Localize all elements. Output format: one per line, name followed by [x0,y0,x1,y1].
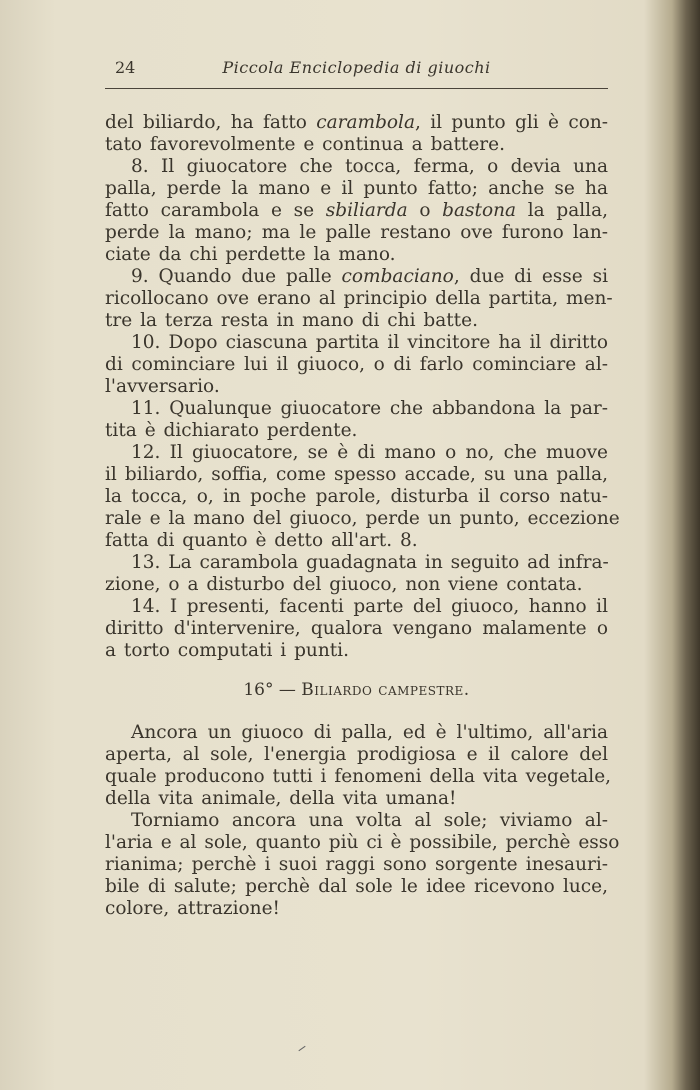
text-segment: rale e la mano del giuoco, perde un punto, eccezione [105,508,620,529]
body-text-section [105,722,620,920]
italic-term: carambola [316,112,415,133]
text-segment: la palla, [516,200,608,221]
text-segment: il biliardo, soffia, come spesso accade, su una palla, [105,464,608,485]
text-segment: a torto computati i punti. [105,640,349,661]
text-line [105,266,608,288]
text-segment: ricollocano ove erano al principio della partita, men- [105,288,613,309]
text-segment: 14. I presenti, facenti parte del giuoco, hanno il [131,596,608,617]
text-segment: tita è dichiarato perdente. [105,420,358,441]
text-segment: 8. Il giuocatore che tocca, ferma, o devia una [131,156,608,177]
text-segment: ciate da chi perdette la mano. [105,244,396,265]
text-line [105,200,608,222]
text-segment: tre la terza resta in mano di chi batte. [105,310,478,331]
pencil-mark [298,1046,305,1051]
section-heading [105,680,608,700]
body-text-rules [105,112,620,662]
text-segment: perde la mano; ma le palle restano ove furono lan- [105,222,608,243]
text-line [105,810,608,832]
text-segment: l'aria e al sole, quanto più ci è possibile, perchè esso [105,832,620,853]
text-segment: 9. Quando due palle [131,266,342,287]
text-segment: 10. Dopo ciascuna partita il vincitore ha il diritto [131,332,608,353]
text-segment: Torniamo ancora una volta al sole; viviamo al- [131,810,608,831]
text-line [105,310,608,332]
text-segment: diritto d'intervenire, qualora vengano malamente o [105,618,608,639]
running-title: Piccola Enciclopedia di giuochi [222,58,491,77]
section-title: Biliardo campestre. [301,680,470,700]
text-line [105,420,608,442]
text-line [105,222,608,244]
text-line [105,898,608,920]
text-segment: palla, perde la mano e il punto fatto; anche se ha [105,178,608,199]
text-line [105,832,620,854]
text-segment: 11. Qualunque giuocatore che abbandona la par- [131,398,608,419]
text-segment: la tocca, o, in poche parole, disturba il corso natu- [105,486,608,507]
text-line [105,156,608,178]
text-line [105,574,608,596]
text-line [105,354,608,376]
header-rule [105,88,608,89]
text-segment: fatta di quanto è detto all'art. 8. [105,530,418,551]
text-line [105,508,620,530]
text-line [105,854,608,876]
text-line [105,876,608,898]
text-line [105,112,608,134]
text-segment: zione, o a disturbo del giuoco, non viene contata. [105,574,583,595]
italic-term: bastona [442,200,517,221]
italic-term: combaciano [341,266,454,287]
text-line [105,442,608,464]
text-segment: rianima; perchè i suoi raggi sono sorgente inesauri- [105,854,608,875]
text-line [105,332,608,354]
text-segment: colore, attrazione! [105,898,280,919]
text-segment: 13. La carambola guadagnata in seguito ad infra- [131,552,609,573]
text-segment: di cominciare lui il giuoco, o di farlo cominciare al- [105,354,608,375]
italic-term: sbiliarda [325,200,408,221]
text-line [105,464,608,486]
page-number: 24 [115,58,136,77]
running-header [105,58,608,84]
text-segment: o [407,200,443,221]
text-line [105,530,608,552]
text-line [105,788,608,810]
text-segment: tato favorevolmente e continua a battere. [105,134,505,155]
text-segment: quale producono tutti i fenomeni della vita vegetale, [105,766,612,787]
text-segment: , il punto gli è con- [415,112,608,133]
section-number: 16° — [243,680,302,700]
text-segment: del biliardo, ha fatto [105,112,317,133]
text-segment: l'avversario. [105,376,220,397]
text-line [105,178,608,200]
text-line [105,744,608,766]
text-line [105,596,608,618]
text-line [105,766,612,788]
text-segment: aperta, al sole, l'energia prodigiosa e il calore del [105,744,608,765]
text-segment: 12. Il giuocatore, se è di mano o no, che muove [131,442,608,463]
text-line [105,486,608,508]
text-line [105,722,608,744]
text-segment: della vita animale, della vita umana! [105,788,457,809]
text-line [105,398,608,420]
text-line [105,618,608,640]
text-line [105,288,613,310]
text-line [105,134,608,156]
text-line [105,244,608,266]
text-line [105,640,608,662]
text-segment: Ancora un giuoco di palla, ed è l'ultimo, all'aria [131,722,608,743]
text-line [105,552,608,574]
text-segment: , due di esse si [453,266,608,287]
text-segment: fatto carambola e se [105,200,326,221]
text-segment: bile di salute; perchè dal sole le idee ricevono luce, [105,876,608,897]
text-line [105,376,608,398]
